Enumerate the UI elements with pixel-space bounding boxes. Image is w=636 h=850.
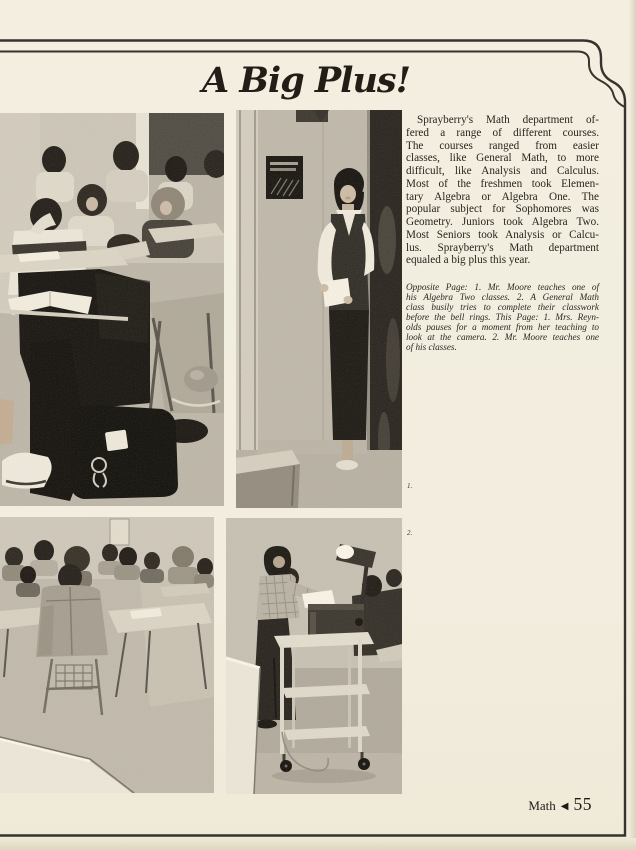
page-edge-shadow-right xyxy=(629,0,636,850)
left-triangle-icon: ◀ xyxy=(560,801,569,812)
photo-illustration xyxy=(236,110,402,508)
figure-label-2: 2. xyxy=(407,529,413,537)
photo-teacher-projector xyxy=(226,518,402,794)
text-line: before the bell rings. This Page: 1. Mrs. Reyn- xyxy=(406,312,599,322)
photo-illustration xyxy=(0,113,224,506)
captions-text xyxy=(406,282,599,352)
text-line: Opposite Page: 1. Mr. Moore teaches one of xyxy=(406,282,599,292)
photo-illustration xyxy=(0,517,214,793)
text-line: his Algebra Two classes. 2. A General Math xyxy=(406,292,599,302)
page-edge-shadow-bottom xyxy=(0,838,636,850)
text-line: Geometry. Juniors took Algebra Two. xyxy=(406,216,599,228)
text-line: class busily tries to complete their classwork xyxy=(406,302,599,312)
text-line: difficult, like Analysis and Calculus. xyxy=(406,165,599,177)
text-line: The courses ranged from easier xyxy=(406,139,599,152)
figure-label-1: 1. xyxy=(407,482,413,490)
text-line: lus. Sprayberry's Math department xyxy=(406,241,599,254)
footer-page-number: 55 xyxy=(573,794,592,814)
photo-class-working xyxy=(0,517,214,793)
text-line: look at the camera. 2. Mr. Moore teaches one xyxy=(406,332,599,342)
text-line: olds pauses for a moment from her teaching to xyxy=(406,322,599,332)
text-line: fered a range of different courses. xyxy=(406,126,599,139)
page-footer xyxy=(528,794,592,815)
text-line: of his classes. xyxy=(406,342,457,352)
text-line: Sprayberry's Math department of- xyxy=(417,114,599,126)
photo-classroom-students xyxy=(0,113,224,506)
text-line: Most of the freshmen took Elemen- xyxy=(406,177,599,190)
text-line: tary Algebra or Algebra One. The xyxy=(406,190,599,203)
text-line: popular subject for Sophomores was xyxy=(406,203,599,216)
photo-teacher-chalkboard xyxy=(236,110,402,508)
text-line: classes, like General Math, to more xyxy=(406,152,599,165)
text-line: equaled a big plus this year. xyxy=(406,254,531,267)
footer-section-label: Math xyxy=(528,798,556,813)
page-title: A Big Plus! xyxy=(201,60,410,101)
article-text xyxy=(406,114,599,267)
text-line: Most Seniors took Analysis or Calcu- xyxy=(406,228,599,241)
photo-illustration xyxy=(226,518,402,794)
